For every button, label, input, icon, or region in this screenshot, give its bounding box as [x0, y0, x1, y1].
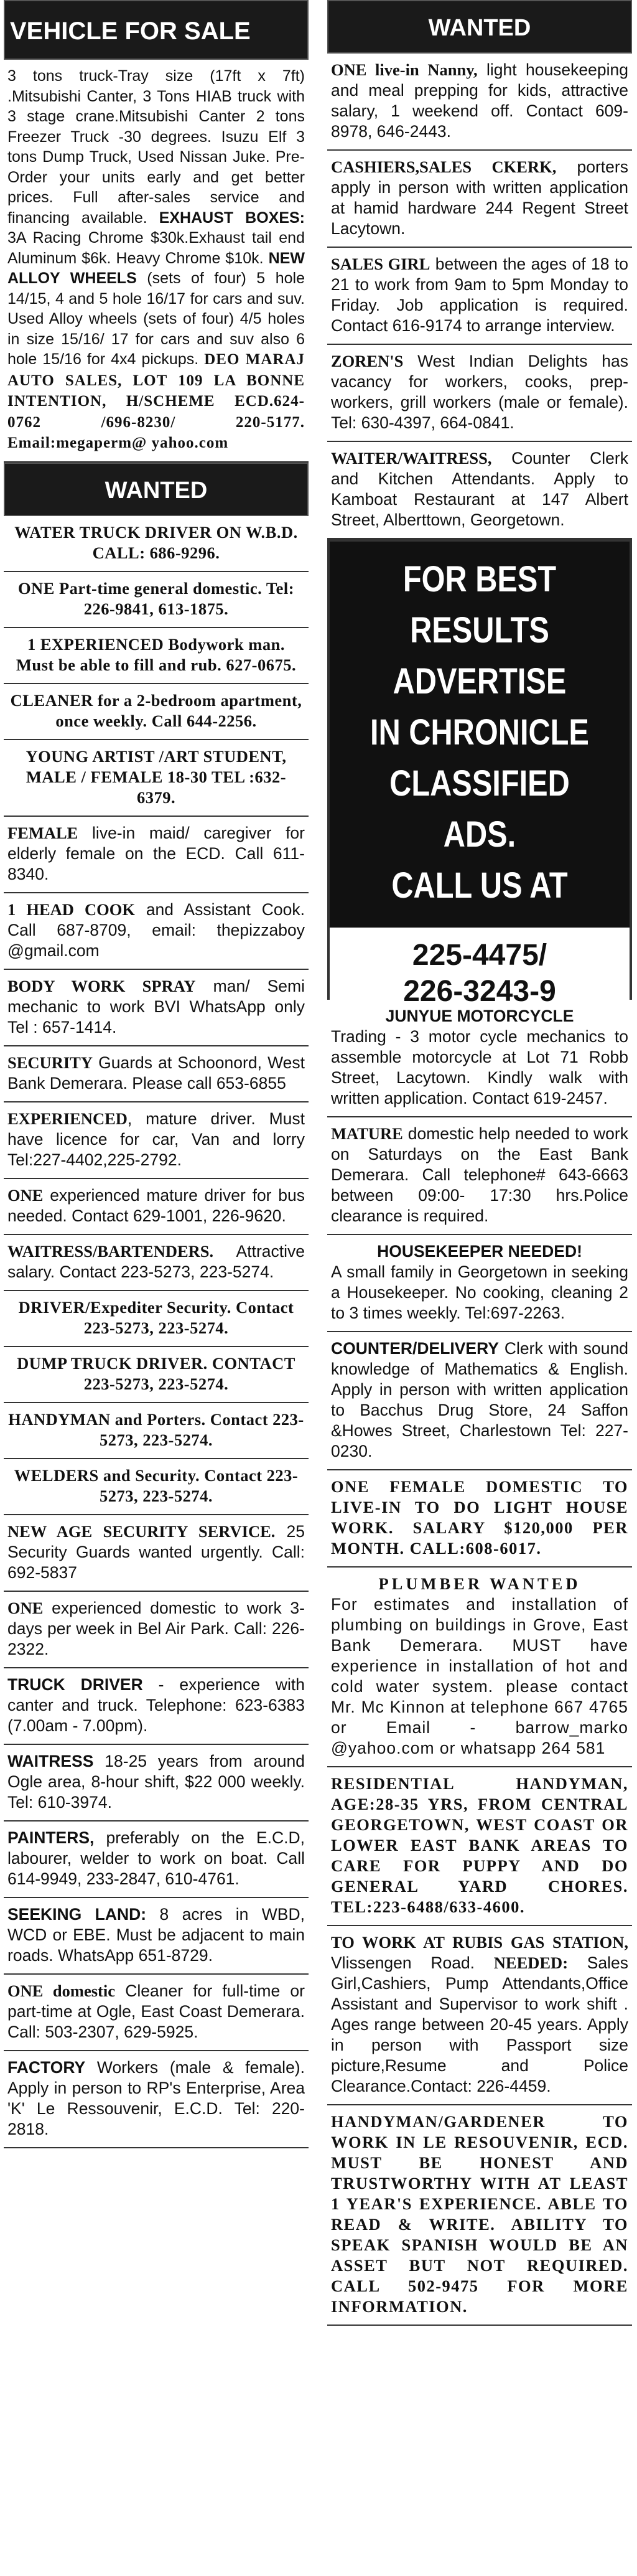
ad-title: HANDYMAN and Porters. Contact 223-5273, 223-5274.	[8, 1409, 304, 1449]
ad-subtitle: NEEDED:	[493, 1953, 569, 1972]
ad-title: HANDYMAN/GARDENER TO WORK IN LE RESOUVENIR, ECD. MUST BE HONEST AND TRUSTWORTHY WITH AT LEAST 1 YEAR'S EXPERIENCE. ABLE TO READ & WRITE. ABILITY TO SPEAK SPANISH WOULD BE AN ASSET BUT NOT REQUIRED. CALL 502-9475 FOR MORE INFORMATION.	[331, 2112, 628, 2316]
ad-text: preferably on the E.C.D, labourer, welder to work on boat. Call 614-9949, 233-2847, 610-4761.	[7, 1828, 305, 1888]
ad-title: PLUMBER WANTED	[378, 1574, 581, 1593]
classified-ad	[327, 151, 632, 248]
ad-title: CLEANER for a 2-bedroom apartment, once weekly. Call 644-2256.	[10, 690, 302, 730]
classified-ad	[4, 1975, 309, 2051]
ad-title: WATER TRUCK DRIVER ON W.B.D. CALL: 686-9296.	[14, 522, 298, 562]
classified-ad	[327, 1235, 632, 1332]
ad-title: ONE	[7, 1185, 44, 1205]
classified-ad	[4, 1592, 309, 1668]
ad-text: Counter Clerk and Kitchen Attendants. Apply to Kamboat Restaurant at 147 Albert Street, Alberttown, Georgetown.	[331, 449, 628, 529]
ad-text: and Assistant Cook. Call 687-8709, email: thepizzaboy @gmail.com	[7, 900, 305, 960]
ad-text: porters apply in person with written application at hamid hardware 244 Regent Street Lacytown.	[331, 157, 628, 238]
classified-ad	[4, 1898, 309, 1975]
promo-phone-1: 225-4475/	[412, 939, 547, 972]
ad-text: Cleaner for full-time or part-time at Ogle, East Coast Demerara. Call: 503-2307, 629-5925.	[7, 1981, 305, 2041]
classified-ad	[327, 442, 632, 539]
vehicle-ad	[4, 60, 309, 463]
ad-text: , mature driver. Must have licence for car, Van and lorry Tel:227-4402,225-2792.	[7, 1109, 305, 1169]
ad-title: BODY WORK SPRAY	[7, 976, 196, 995]
classified-ad	[327, 248, 632, 345]
ad-title: FACTORY	[7, 2057, 86, 2077]
ad-text: Clerk with sound knowledge of Mathematics & English. Apply in person with written application to Bacchus Drug Store, 24 Saffon &Howes Street, Charlestown Tel: 227-0230.	[331, 1339, 628, 1460]
ad-text: For estimates and installation of plumbing on buildings in Grove, East Bank Demerara. MUST have experience in installation of hot and cold water system. please contact Mr. Mc Kinnon at telephone 667 4765 or Email - barrow_marko @yahoo.com or whatsapp 264 581	[331, 1595, 628, 1757]
ad-text: Guards at Schoonord, West Bank Demerara. Please call 653-6855	[7, 1053, 305, 1093]
left-column	[4, 0, 309, 2148]
classified-ad	[4, 684, 309, 740]
ad-text: - experience with canter and truck. Telephone: 623-6383 (7.00am - 7.00pm).	[7, 1675, 305, 1735]
classified-ad	[327, 1470, 632, 1568]
ad-title: COUNTER/DELIVERY	[331, 1339, 499, 1358]
classified-ad	[327, 2105, 632, 2326]
ad-text: domestic help needed to work on Saturdays on the East Bank Demerara. Call telephone# 643-6663 between 09:00- 17:30 hrs.Police clearance is required.	[331, 1124, 628, 1225]
classified-ad	[327, 345, 632, 442]
ad-title: WAITER/WAITRESS,	[331, 449, 492, 468]
left-wanted-header: WANTED	[4, 463, 309, 516]
ad-title: SALES GIRL	[331, 255, 430, 273]
ad-title: FEMALE	[7, 823, 78, 842]
classified-ad	[327, 1767, 632, 1926]
ad-text: Sales Girl,Cashiers, Pump Attendants,Office Assistant and Supervisor to work shift . Ages range between 20-45 years. Apply in person with Passport size picture,Resume and Police Clearance.Contact: 226-4459.	[331, 1953, 628, 2095]
classified-ad	[327, 1000, 632, 1117]
promo-line: FOR BEST RESULTS	[402, 559, 557, 651]
ad-text: A small family in Georgetown in seeking a Housekeeper. No cooking, cleaning 2 to 3 times weekly. Tel:697-2263.	[331, 1262, 628, 1322]
ad-title: TRUCK DRIVER	[7, 1675, 143, 1694]
classified-ad	[4, 1459, 309, 1515]
wheels-text: (sets of four) 5 hole 14/15, 4 and 5 hole 16/17 for cars and suv. Used Alloy wheels (sets of four) 4/5 holes in size 15/16/ 17 for cars and suv also 6 hole 15/16 for 4x4 pickups.	[7, 270, 305, 368]
ad-title: ONE Part-time general domestic. Tel: 226-9841, 613-1875.	[17, 578, 295, 618]
classified-ad	[4, 1515, 309, 1592]
classified-ad	[4, 1347, 309, 1403]
ad-text: live-in maid/ caregiver for elderly female on the ECD. Call 611-8340.	[7, 823, 305, 883]
ad-text: West Indian Delights has vacancy for workers, cooks, prep-workers, grill workers (male or female). Tel: 630-4397, 664-0841.	[331, 352, 628, 432]
ad-title: 1 HEAD COOK	[7, 900, 135, 919]
classified-ad	[4, 1179, 309, 1235]
ad-text: light housekeeping and meal prepping for kids, attractive salary, 1 weekend off. Contact 609-8978, 646-2443.	[331, 60, 628, 141]
ad-title: EXPERIENCED	[7, 1109, 128, 1128]
ad-title: CASHIERS,SALES CKERK,	[331, 157, 557, 176]
ad-title: SEEKING LAND:	[7, 1904, 147, 1924]
right-top-ads-list	[327, 54, 632, 539]
ad-title: YOUNG ARTIST /ART STUDENT, MALE / FEMALE 18-30 TEL :632-6379.	[26, 746, 287, 807]
promo-phone-2: 226-3243-9	[403, 975, 556, 1008]
classified-ad	[327, 1568, 632, 1767]
vehicle-ad-text: 3 tons truck-Tray size (17ft x 7ft) .Mitsubishi Canter, 3 Tons HIAB truck with 3 stage crane.Mitsubishi Canter 2 tons Freezer Truck -30 degrees. Isuzu Elf 3 tons Dump Truck, Used Nissan Juke. Pre-Order your units early and get better prices. Full after-sales service and financing available.	[7, 67, 305, 227]
right-wanted-header: WANTED	[327, 0, 632, 54]
classified-ad	[4, 1403, 309, 1459]
ad-title: ONE	[7, 1598, 44, 1617]
ad-text: experienced domestic to work 3-days per week in Bel Air Park. Call: 226-2322.	[7, 1598, 305, 1658]
classified-ad	[4, 1822, 309, 1898]
exhaust-title: EXHAUST BOXES:	[159, 209, 305, 227]
ad-text: experienced mature driver for bus needed. Contact 629-1001, 226-9620.	[7, 1185, 305, 1225]
classified-ad	[4, 740, 309, 817]
ad-title: SECURITY	[7, 1053, 93, 1072]
classified-ad	[4, 516, 309, 572]
ad-title: MATURE	[331, 1124, 403, 1143]
classified-ad	[327, 1926, 632, 2105]
advertise-promo-box	[327, 539, 632, 1008]
classified-ad	[4, 1668, 309, 1745]
ad-title: HOUSEKEEPER NEEDED!	[377, 1242, 582, 1261]
ad-text: Trading - 3 motor cycle mechanics to assemble motorcycle at Lot 71 Robb Street, Lacytown. Kindly walk with written application. Contact 619-2457.	[331, 1027, 628, 1107]
classified-ad	[4, 1745, 309, 1822]
promo-line: CALL US AT	[391, 865, 568, 906]
ad-title: RESIDENTIAL HANDYMAN, AGE:28-35 YRS, FROM CENTRAL GEORGETOWN, WEST COAST OR LOWER EAST BANK AREAS TO CARE FOR PUPPY AND DO GENERAL YARD CHORES. TEL:223-6488/633-4600.	[331, 1774, 628, 1916]
ad-title: 1 EXPERIENCED Bodywork man. Must be able to fill and rub. 627-0675.	[16, 634, 297, 674]
ad-title: DUMP TRUCK DRIVER. CONTACT 223-5273, 223-5274.	[17, 1353, 295, 1393]
ad-title: ZOREN'S	[331, 352, 404, 370]
ad-title: NEW AGE SECURITY SERVICE.	[7, 1521, 276, 1541]
classified-ad	[327, 54, 632, 151]
right-bottom-ads-list	[327, 1000, 632, 2326]
promo-line: CLASSIFIED ADS.	[389, 763, 570, 855]
ad-text: Workers (male & female). Apply in person to RP's Enterprise, Area 'K' Le Ressouvenir, E.C.D. Tel: 220-2818.	[7, 2057, 305, 2138]
ad-title: ONE live-in Nanny,	[331, 60, 478, 79]
promo-line: ADVERTISE	[393, 661, 567, 702]
vehicle-for-sale-header: VEHICLE FOR SALE	[4, 0, 309, 60]
wheels-title: NEW ALLOY WHEELS	[7, 249, 305, 287]
ad-text: 8 acres in WBD, WCD or EBE. Must be adjacent to main roads. WhatsApp 651-8729.	[7, 1904, 305, 1965]
ad-title: WELDERS and Security. Contact 223-5273, 223-5274.	[14, 1465, 299, 1505]
ad-title: DRIVER/Expediter Security. Contact 223-5273, 223-5274.	[18, 1297, 294, 1337]
dealer-info: DEO MARAJ AUTO SALES, LOT 109 LA BONNE INTENTION, H/SCHEME ECD.624-0762 /696-8230/ 220-5177. Email:megaperm@ yahoo.com	[7, 351, 305, 451]
ad-text: 25 Security Guards wanted urgently. Call: 692-5837	[7, 1521, 305, 1582]
ad-title: ONE FEMALE DOMESTIC TO LIVE-IN TO DO LIGHT HOUSE WORK. SALARY $120,000 PER MONTH. CALL:608-6017.	[331, 1477, 628, 1558]
classified-ad	[4, 970, 309, 1046]
classified-ad	[4, 1235, 309, 1291]
ad-title: PAINTERS,	[7, 1828, 95, 1847]
right-column	[327, 0, 632, 2326]
classified-ad	[4, 572, 309, 628]
classified-ad	[4, 2051, 309, 2148]
classified-ad	[327, 1332, 632, 1470]
ad-text: Vlissengen Road.	[331, 1953, 494, 1972]
ad-title: ONE domestic	[7, 1981, 116, 2000]
ad-text: man/ Semi mechanic to work BVI WhatsApp only Tel : 657-1414.	[7, 976, 305, 1037]
classified-ad	[4, 1046, 309, 1102]
ad-title: TO WORK AT RUBIS GAS STATION,	[331, 1933, 628, 1952]
classified-ad	[327, 1117, 632, 1235]
classified-ad	[4, 1102, 309, 1179]
exhaust-text: 3A Racing Chrome $30k.Exhaust tail end Aluminum $6k. Heavy Chrome $10k.	[7, 229, 305, 267]
ad-title: WAITRESS	[7, 1751, 94, 1770]
promo-line: IN CHRONICLE	[370, 712, 589, 753]
classified-ad	[4, 1291, 309, 1347]
ad-title: JUNYUE MOTORCYCLE	[385, 1007, 574, 1025]
ad-text: 18-25 years from around Ogle area, 8-hour shift, $22 000 weekly. Tel: 610-3974.	[7, 1751, 305, 1812]
classified-ad	[4, 893, 309, 970]
ad-text: between the ages of 18 to 21 to work from 9am to 5pm Monday to Friday. Job application is required. Contact 616-9174 to arrange interview.	[331, 255, 628, 335]
ad-text: Attractive salary. Contact 223-5273, 223-5274.	[7, 1241, 305, 1281]
classified-ad	[4, 817, 309, 893]
ad-title: WAITRESS/BARTENDERS.	[7, 1241, 214, 1261]
left-ads-list	[4, 516, 309, 2148]
classified-ad	[4, 628, 309, 684]
